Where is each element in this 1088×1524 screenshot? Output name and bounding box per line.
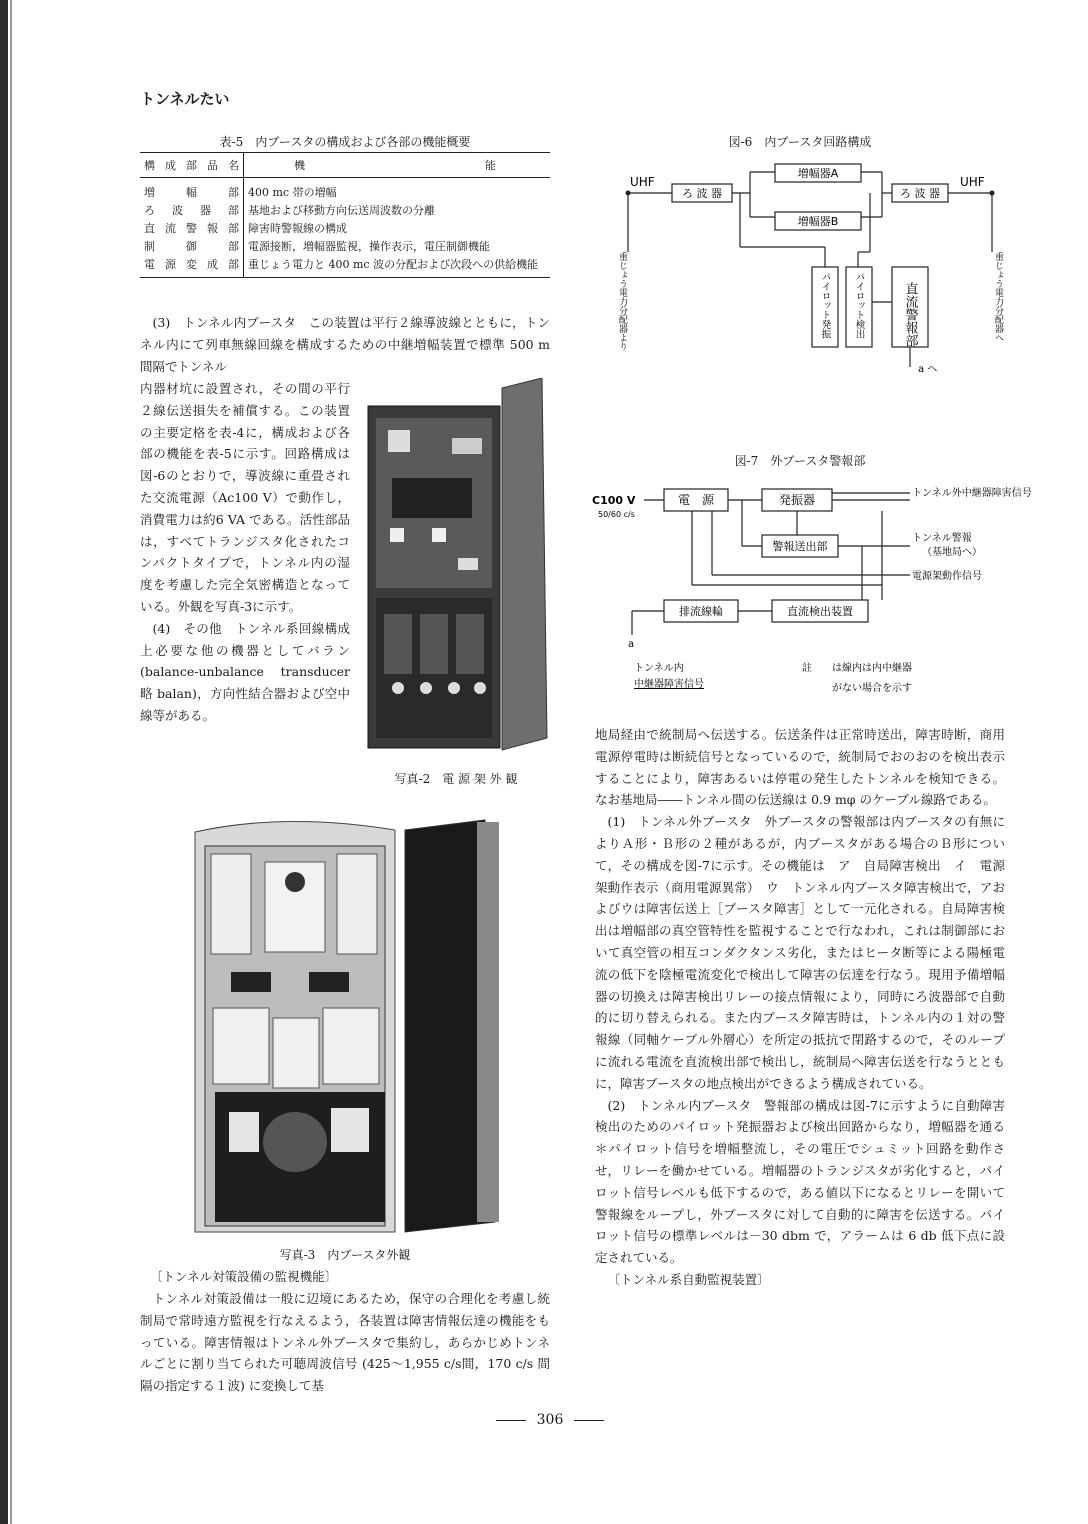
table5-cell-name: 制御部 — [140, 237, 244, 255]
fig6-filter-left: ろ 波 器 — [682, 187, 722, 200]
table5-header-row — [140, 153, 550, 178]
photo-power-rack — [362, 378, 552, 756]
photo-inner-booster — [155, 812, 525, 1240]
right-column-text — [595, 724, 1005, 1291]
section-heading: 〔トンネル対策設備の監視機能〕 — [150, 1269, 338, 1284]
paragraph-text: (3) トンネル内ブースタ この装置は平行２線導波線とともに，トンネル内にて列車無線回線を構成するための中継増幅装置で標準 500 m 間隔でトンネル — [140, 315, 550, 374]
fig7-out2b: （基地局へ） — [922, 547, 982, 558]
table-row — [140, 255, 550, 277]
fig6-to-dist: 重じょう電力分配器へ — [993, 252, 1003, 342]
fig7-bottom-label2: 中継器障害信号 — [634, 679, 704, 690]
paragraph-text: (1) トンネル外ブースタ 外ブースタの警報部は内ブースタの有無によりＡ形・Ｂ形の２種があるが，内ブースタがある場合のＢ形について，その構成を図-7に示す。その機能は ア 自局障害検出 イ 電源架動作表示（商用電源異常） ウ トンネル内ブースタ障害検出で，アおよびウは障害伝送上［ブースタ障害］として一元化される。自局障害検出は増幅部の真空管特性を監視することで行なわれ，これは制御部において真空管の相互コンダクタンス劣化，またはヒータ断等による陽極電流の低下を陰極電流変化で検出して障害の伝達を行なう。現用予備増幅器の切換えは障害検出リレーの接点情報により，同時にろ波器部で自動的に切り替えられる。また内ブースタ障害時は，トンネル内の１対の警報線（同軸ケーブル外層心）を所定の抵抗で閉路するので，そのループに流れる電流を直流検出部で検出し，統制局へ障害伝送を行なうとともに，障害ブースタの地点検出ができるよう構成されている。 — [595, 814, 1005, 1091]
fig7-alarm-diagram — [592, 475, 1032, 705]
paragraph-text: (2) トンネル内ブースタ 警報部の構成は図-7に示すように自動障害検出のためのパイロット発振器および検出回路からなり，増幅器を通る＊パイロット信号を増幅整流し，その電圧でシュミット回路を動作させ，リレーを働かせている。増幅器のトランジスタが劣化すると，パイロット信号レベルも低下するので，ある値以下になるとリレーを開いて警報線をループし，外ブースタに対して自動的に障害を伝送する。パイロット信号の標準レベルは－30 dbm で，アラームは 6 db 低下点に設定されている。 — [595, 1097, 1005, 1266]
left-section-heading — [150, 1266, 550, 1288]
footer-rule-left — [496, 1420, 526, 1421]
table-row — [140, 219, 550, 237]
table-row — [140, 237, 550, 255]
fig6-uhf-right: UHF — [960, 175, 985, 189]
page-binding-edge — [0, 0, 8, 1524]
running-head: トンネルたい — [140, 90, 230, 108]
fig6-pilot-det: パイロット検出 — [853, 272, 865, 339]
fig6-pilot-osc: パイロット発振 — [819, 272, 831, 339]
fig6-amp-a: 増幅器A — [797, 167, 839, 180]
paragraph-text: 地局経由で統制局へ伝送する。伝送条件は正常時送出，障害時断，商用電源停電時は断続信号となっているので，統制局でおのおのを検出表示することにより，障害あるいは停電の発生したトンネルを検知できる。なお基地局――トンネル間の伝送線は 0.9 mφ のケーブル線路である。 — [595, 727, 1005, 808]
fig6-caption: 図-6 内ブースタ回路構成 — [728, 135, 872, 149]
page-number-footer — [490, 1412, 610, 1428]
table5-header-function-2: 能 — [485, 159, 496, 172]
table5-cell-name: 電源変成部 — [140, 255, 244, 277]
page-number: 306 — [536, 1412, 564, 1428]
table5-cell-function: 重じょう電力と 400 mc 波の分配および次段への供給機能 — [248, 257, 539, 271]
paragraph-text: 内器材坑に設置され，その間の平行２線伝送損失を補償する。この装置の主要定格を表-4に，構成および各部の機能を表-5に示す。回路構成は図-6のとおりで，導波線に重畳された交流電源（Ac100 V）で動作し，消費電力は約6 VA である。活性部品は，すべてトランジスタ化されたコンパクトタイプで，トンネル内の湿度を考慮した完全気密構造となっている。外観を写真-3に示す。 — [140, 381, 350, 614]
fig7-dc-detector: 直流検出装置 — [787, 605, 853, 618]
page-binding-line — [10, 0, 12, 1524]
fig6-left-port — [626, 191, 631, 196]
left-paragraph-narrow — [140, 378, 350, 727]
photo2-caption: 写真-2 電 源 架 外 観 — [394, 772, 518, 786]
fig6-dc-alarm: 直流警報部 — [902, 282, 918, 347]
fig7-oscillator: 発振器 — [778, 493, 816, 507]
table-row — [140, 201, 550, 219]
section-heading: 〔トンネル系自動監視装置〕 — [607, 1271, 770, 1287]
fig6-filter-right: ろ 波 器 — [900, 187, 940, 200]
fig6-right-port — [990, 191, 995, 196]
fig7-out3: 電源架動作信号 — [912, 571, 982, 582]
table5-header-function — [244, 153, 551, 178]
table5-cell-function: 障害時警報線の構成 — [248, 222, 347, 235]
table5-cell-name: 直流警報部 — [140, 219, 244, 237]
fig7-note-head: 註 — [802, 663, 812, 674]
photo3-caption: 写真-3 内ブースタ外観 — [279, 1248, 411, 1262]
table5-cell-name: 増幅部 — [140, 178, 244, 202]
fig7-input-sub: 50/60 c/s — [598, 510, 635, 519]
fig7-caption: 図-7 外ブースタ警報部 — [734, 454, 866, 468]
fig6-circuit-diagram — [600, 152, 1010, 382]
left-paragraph-3 — [140, 1288, 550, 1397]
table5-cell-function: 電源接断，増幅器監視，操作表示，電圧制御機能 — [248, 240, 490, 253]
left-paragraph-1-full — [140, 312, 550, 377]
footer-rule-right — [574, 1420, 604, 1421]
table5 — [140, 152, 550, 278]
fig7-drain-coil: 排流線輪 — [679, 605, 723, 618]
fig7-alarm-send: 警報送出部 — [772, 540, 828, 553]
fig7-bottom-label1: トンネル内 — [634, 663, 684, 674]
table-row — [140, 178, 550, 202]
table5-cell-name: ろ波器部 — [140, 201, 244, 219]
fig7-out2a: トンネル警報 — [912, 533, 972, 544]
fig7-power: 電 源 — [677, 493, 715, 507]
table5-caption: 表-5 内ブースタの構成および各部の機能概要 — [219, 135, 471, 149]
fig6-from-dist: 重じょう電力分配器より — [617, 252, 627, 351]
table5-header-name: 構成部品名 — [140, 153, 244, 178]
table5-cell-function: 基地および移動方向伝送周波数の分離 — [248, 204, 435, 217]
fig7-out1: トンネル外中継器障害信号 — [912, 488, 1032, 499]
table5-header-function-1: 機 — [294, 159, 305, 172]
fig7-input: C100 V — [592, 494, 636, 507]
fig6-out-a: a へ — [918, 364, 938, 375]
paragraph-text: (4) その他 トンネル系回線構成上必要な他の機器としてバラン (balance-unbalance transducer 略 balan)，方向性結合器および空中線等がある。 — [140, 620, 350, 723]
table5-cell-function: 400 mc 帯の増幅 — [248, 186, 337, 199]
fig6-amp-b: 増幅器B — [797, 215, 839, 228]
fig6-uhf-left: UHF — [630, 175, 655, 189]
fig7-bottom-a: a — [628, 639, 635, 650]
paragraph-text: トンネル対策設備は一般に辺境にあるため，保守の合理化を考慮し統制局で常時遠方監視を行なえるよう，各装置は障害情報伝達の機能をもっている。障害情報はトンネル外ブースタで集約し，あらかじめトンネルごとに割り当てられた可聴周波信号 (425～1,955 c/s間，170 c/s 間隔の指定する１波) に変換して基 — [140, 1291, 550, 1394]
fig7-note2: がない場合を示す — [832, 683, 912, 694]
fig7-note1: は線内は内中継器 — [832, 663, 912, 674]
